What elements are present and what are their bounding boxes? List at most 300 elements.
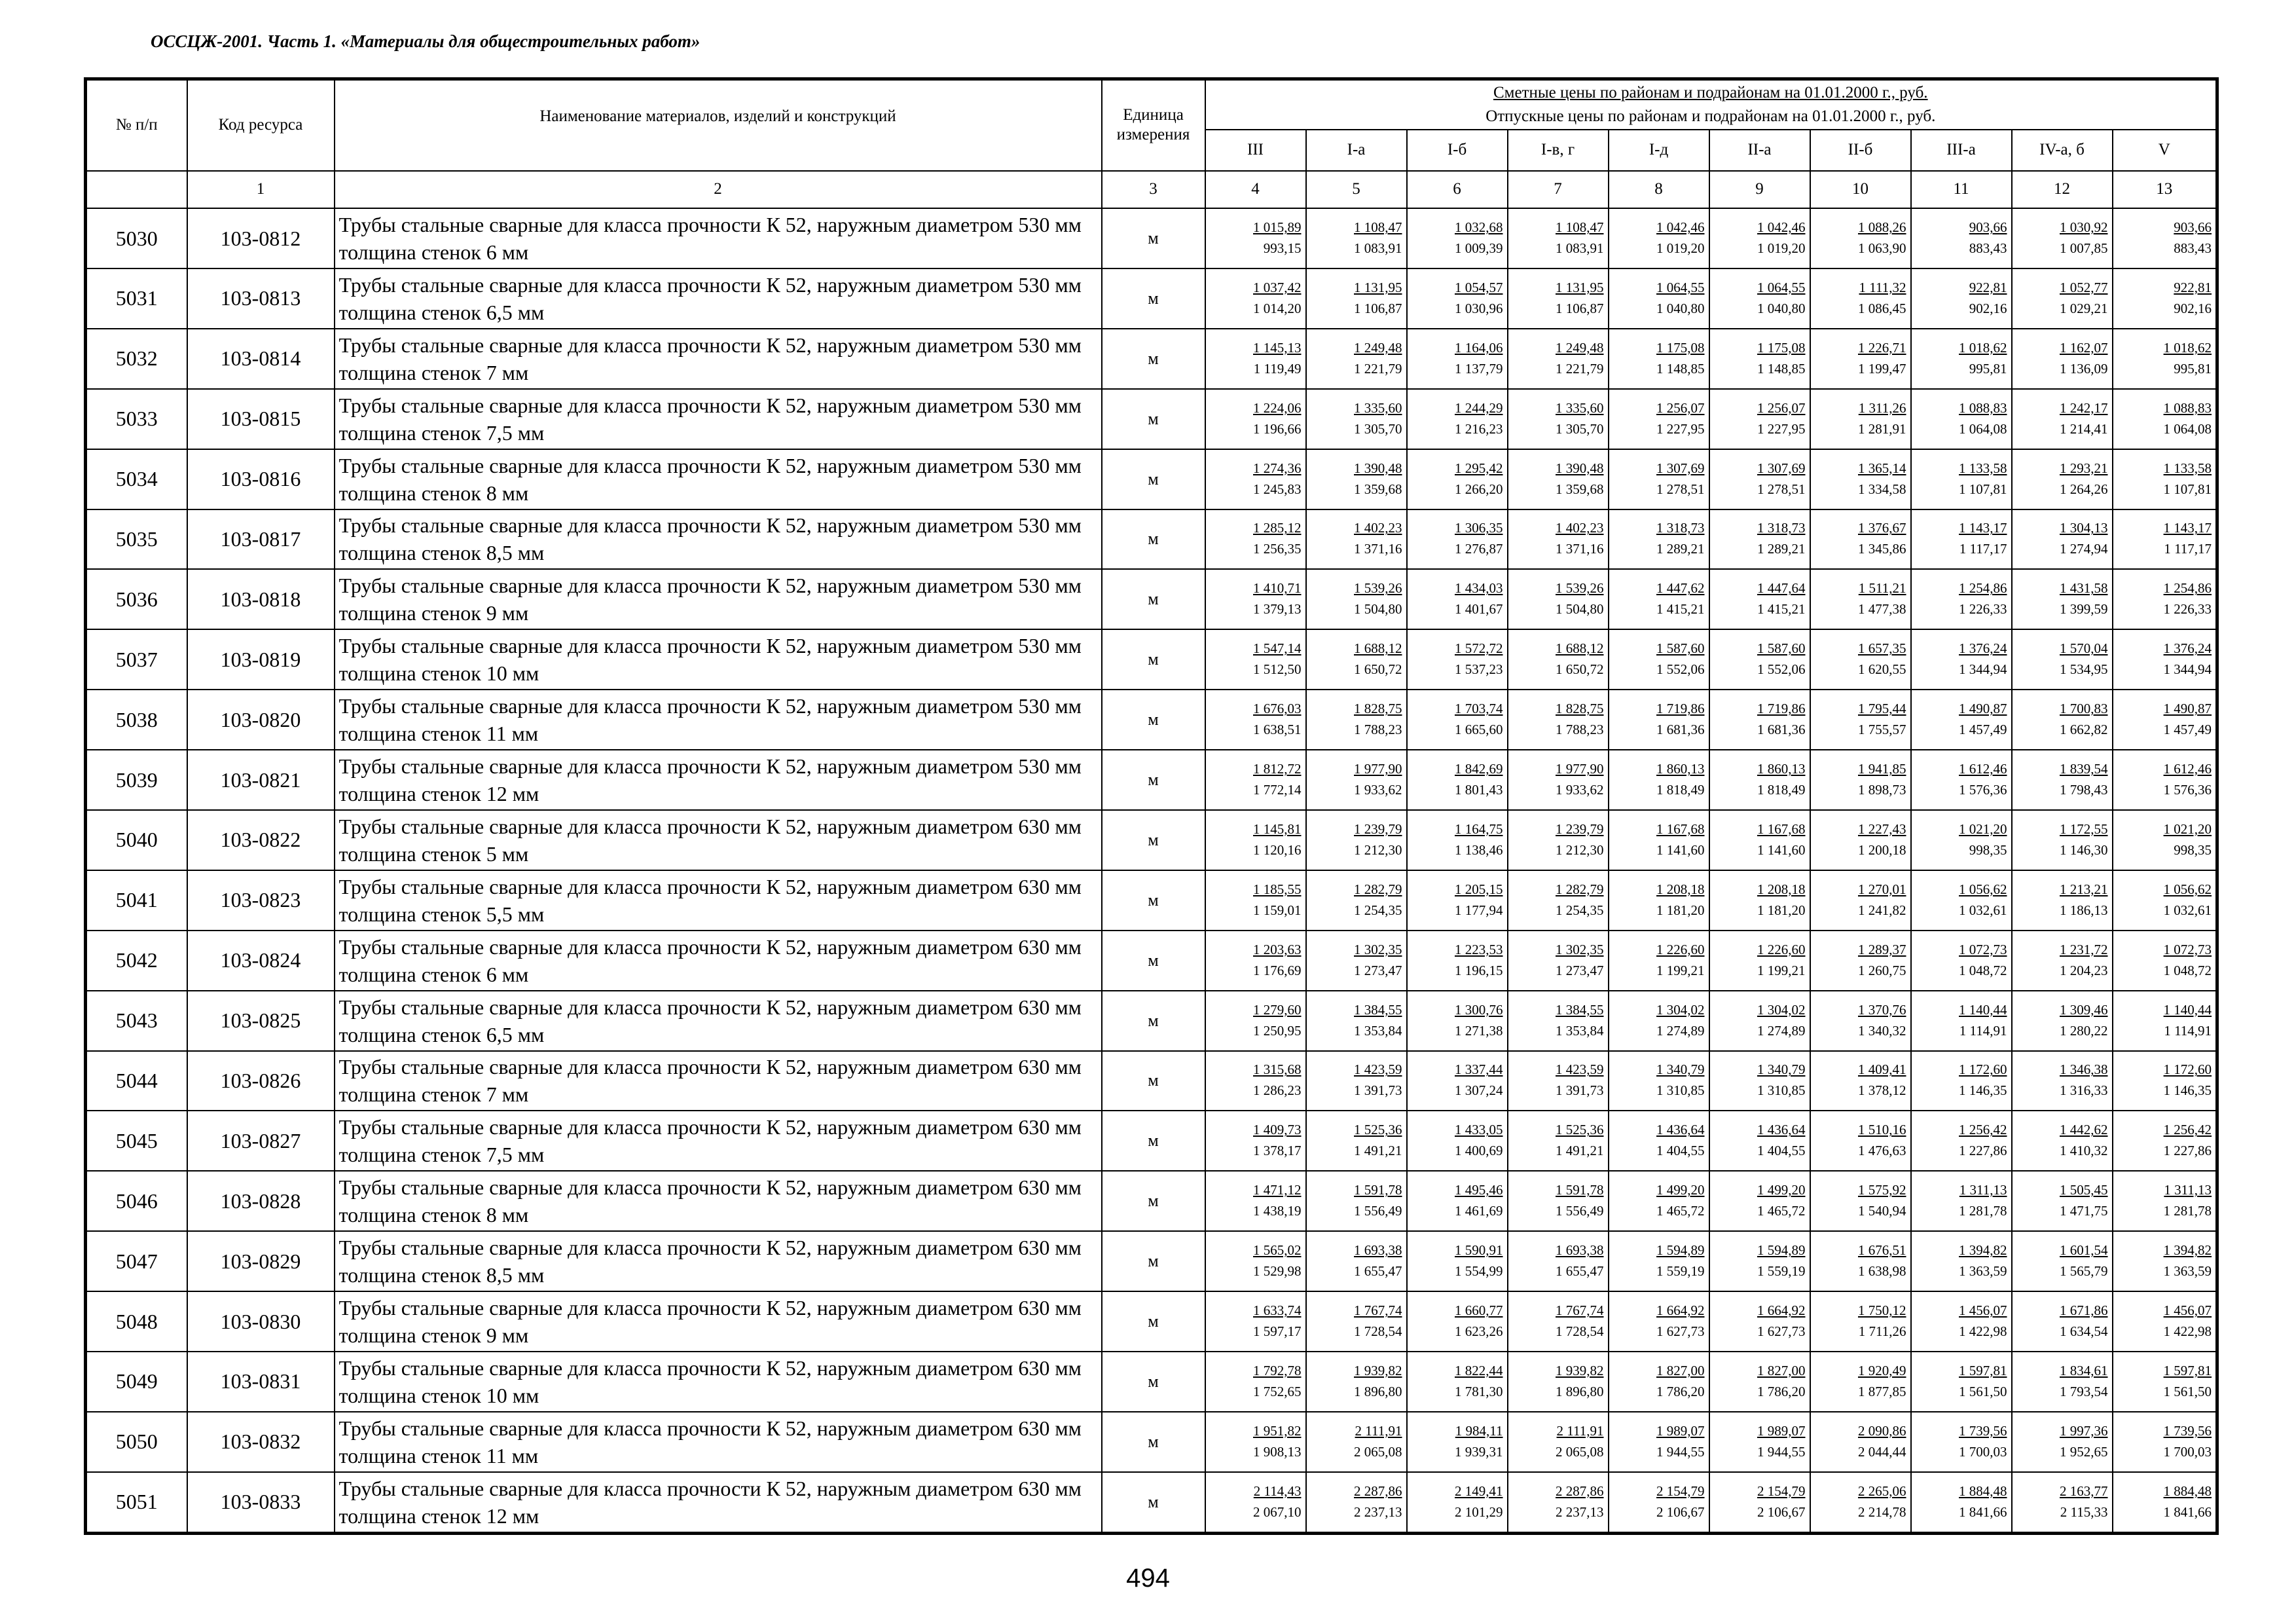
price-cell: [1205, 991, 1306, 1051]
release-price: 1 371,16: [1556, 541, 1604, 557]
price-cell: [1508, 991, 1609, 1051]
price-cell: [1306, 208, 1407, 268]
estimate-price: 1 828,75: [1354, 701, 1402, 717]
price-cell: [2113, 509, 2217, 570]
estimate-price: 1 304,02: [1656, 1001, 1705, 1018]
estimate-price: 1 088,83: [1959, 399, 2007, 416]
release-price: 1 898,73: [1858, 782, 1906, 798]
material-name: Трубы стальные сварные для класса прочности К 52, наружным диаметром 630 мм толщина стенок 8,5 мм: [335, 1231, 1102, 1291]
release-price: 1 138,46: [1455, 841, 1503, 858]
release-price: 1 556,49: [1556, 1203, 1604, 1219]
release-price: 883,43: [2174, 240, 2212, 256]
table-row: [86, 1051, 2217, 1111]
release-price: 1 841,66: [1959, 1504, 2007, 1520]
release-price: 1 305,70: [1556, 420, 1604, 437]
price-cell: [1205, 1111, 1306, 1171]
estimate-price: 1 525,36: [1354, 1122, 1402, 1138]
release-price: 1 378,17: [1253, 1143, 1302, 1159]
price-cell: [1609, 629, 1709, 690]
estimate-price: 2 265,06: [1858, 1483, 1906, 1499]
release-price: 1 196,15: [1455, 962, 1503, 978]
estimate-price: 1 671,86: [2060, 1302, 2108, 1319]
estimate-price: 1 984,11: [1455, 1422, 1503, 1439]
estimate-price: 2 154,79: [1757, 1483, 1806, 1499]
release-price: 1 391,73: [1354, 1082, 1402, 1099]
estimate-price: 1 307,69: [1656, 460, 1705, 476]
estimate-price: 1 072,73: [2163, 941, 2212, 957]
release-price: 1 141,60: [1656, 841, 1705, 858]
release-price: 993,15: [1263, 240, 1302, 256]
estimate-price: 1 547,14: [1253, 640, 1302, 657]
price-cell: [1609, 449, 1709, 509]
release-price: 1 040,80: [1757, 300, 1806, 316]
release-price: 1 662,82: [2060, 722, 2108, 738]
estimate-price: 1 335,60: [1354, 399, 1402, 416]
price-cell: [1205, 389, 1306, 449]
estimate-price: 1 282,79: [1354, 881, 1402, 897]
price-cell: [1306, 1171, 1407, 1231]
table-row: [86, 1352, 2217, 1412]
table-row: [86, 389, 2217, 449]
material-name: Трубы стальные сварные для класса прочности К 52, наружным диаметром 530 мм толщина стенок 12 мм: [335, 750, 1102, 810]
release-price: 1 561,50: [2163, 1383, 2212, 1399]
price-cell: [1810, 1171, 1911, 1231]
table-row: [86, 991, 2217, 1051]
release-price: 1 286,23: [1253, 1082, 1302, 1099]
material-name: Трубы стальные сварные для класса прочности К 52, наружным диаметром 530 мм толщина стенок 10 мм: [335, 629, 1102, 690]
price-cell: [2113, 1472, 2217, 1534]
release-price: 2 106,67: [1656, 1504, 1705, 1520]
price-cell: [2113, 1051, 2217, 1111]
price-cell: [1911, 268, 2012, 329]
release-price: 1 199,21: [1757, 962, 1806, 978]
price-cell: [1306, 1472, 1407, 1534]
region-header: III: [1205, 130, 1306, 171]
price-cell: [2012, 690, 2113, 750]
release-price: 1 264,26: [2060, 481, 2108, 497]
table-row: [86, 1412, 2217, 1472]
row-number: 5051: [86, 1472, 187, 1534]
price-cell: [1709, 449, 1810, 509]
price-cell: [1609, 870, 1709, 931]
release-price: 1 841,66: [2163, 1504, 2212, 1520]
estimate-price: 1 860,13: [1757, 761, 1806, 777]
release-price: 1 529,98: [1253, 1263, 1302, 1280]
estimate-price: 1 941,85: [1858, 761, 1906, 777]
price-cell: [1709, 1231, 1810, 1291]
estimate-price: 1 510,16: [1858, 1122, 1906, 1138]
release-price: 1 457,49: [1959, 722, 2007, 738]
table-row: [86, 1231, 2217, 1291]
estimate-price: 1 812,72: [1253, 761, 1302, 777]
release-price: 1 260,75: [1858, 962, 1906, 978]
release-price: 1 818,49: [1757, 782, 1806, 798]
price-cell: [1508, 329, 1609, 389]
release-price: 1 944,55: [1656, 1443, 1705, 1460]
material-name: Трубы стальные сварные для класса прочности К 52, наружным диаметром 530 мм толщина стенок 9 мм: [335, 569, 1102, 629]
price-cell: [1508, 509, 1609, 570]
release-price: 1 114,91: [2164, 1022, 2212, 1039]
price-cell: [1407, 1412, 1508, 1472]
estimate-price: 1 436,64: [1757, 1122, 1806, 1138]
price-cell: [2113, 750, 2217, 810]
estimate-price: 922,81: [2174, 279, 2212, 295]
estimate-price: 1 231,72: [2060, 941, 2108, 957]
price-cell: [1306, 1352, 1407, 1412]
price-cell: [1709, 329, 1810, 389]
release-price: 1 064,08: [2163, 420, 2212, 437]
release-price: 1 146,35: [2163, 1082, 2212, 1099]
material-name: Трубы стальные сварные для класса прочности К 52, наружным диаметром 530 мм толщина стенок 7 мм: [335, 329, 1102, 389]
price-cell: [1407, 810, 1508, 870]
estimate-price: 1 054,57: [1455, 279, 1503, 295]
resource-code: 103-0833: [187, 1472, 335, 1534]
release-price: 1 281,91: [1858, 420, 1906, 437]
price-cell: [1810, 208, 1911, 268]
resource-code: 103-0821: [187, 750, 335, 810]
price-cell: [1306, 991, 1407, 1051]
price-cell: [2012, 870, 2113, 931]
release-price: 1 216,23: [1455, 420, 1503, 437]
price-cell: [1810, 690, 1911, 750]
release-price: 1 117,17: [1959, 541, 2007, 557]
price-cell: [1306, 1051, 1407, 1111]
release-price: 1 401,67: [1455, 601, 1503, 618]
material-name: Трубы стальные сварные для класса прочности К 52, наружным диаметром 630 мм толщина стенок 6 мм: [335, 931, 1102, 991]
release-price: 1 019,20: [1757, 240, 1806, 256]
release-price: 1 504,80: [1354, 601, 1402, 618]
price-cell: [1407, 1171, 1508, 1231]
unit-cell: м: [1102, 690, 1205, 750]
colnum-cell: [86, 171, 187, 208]
price-cell: [1306, 449, 1407, 509]
price-cell: [1306, 870, 1407, 931]
table-row: [86, 1111, 2217, 1171]
resource-code: 103-0815: [187, 389, 335, 449]
release-price: 1 254,35: [1556, 902, 1604, 918]
release-price: 1 136,09: [2060, 360, 2108, 377]
price-cell: [1709, 1472, 1810, 1534]
document-header: ОССЦЖ-2001. Часть 1. «Материалы для общестроительных работ»: [151, 31, 701, 51]
resource-code: 103-0813: [187, 268, 335, 329]
table-row: [86, 870, 2217, 931]
release-price: 995,81: [1969, 360, 2007, 377]
estimate-price: 1 172,60: [2163, 1061, 2212, 1078]
price-cell: [1810, 569, 1911, 629]
price-cell: [1508, 1171, 1609, 1231]
estimate-price: 1 884,48: [2163, 1483, 2212, 1499]
release-price: 1 177,94: [1455, 902, 1503, 918]
release-price: 1 278,51: [1656, 481, 1705, 497]
release-price: 1 476,63: [1858, 1143, 1906, 1159]
estimate-price: 1 390,48: [1556, 460, 1604, 476]
colnum-cell: 8: [1609, 171, 1709, 208]
price-cell: [1407, 1472, 1508, 1534]
row-number: 5038: [86, 690, 187, 750]
price-cell: [1407, 1111, 1508, 1171]
release-price: 1 029,21: [2060, 300, 2108, 316]
estimate-price: 1 223,53: [1455, 941, 1503, 957]
release-price: 1 214,41: [2060, 420, 2108, 437]
price-cell: [2113, 870, 2217, 931]
release-price: 1 289,21: [1757, 541, 1806, 557]
release-price: 1 504,80: [1556, 601, 1604, 618]
estimate-price: 1 145,13: [1253, 339, 1302, 356]
material-name: Трубы стальные сварные для класса прочности К 52, наружным диаметром 530 мм толщина стенок 11 мм: [335, 690, 1102, 750]
price-cell: [1709, 1352, 1810, 1412]
row-number: 5033: [86, 389, 187, 449]
price-cell: [1407, 991, 1508, 1051]
release-price: 2 044,44: [1858, 1443, 1906, 1460]
price-cell: [1407, 1291, 1508, 1352]
row-number: 5047: [86, 1231, 187, 1291]
price-cell: [1609, 208, 1709, 268]
estimate-price: 1 145,81: [1253, 821, 1302, 837]
material-name: Трубы стальные сварные для класса прочности К 52, наружным диаметром 530 мм толщина стенок 6 мм: [335, 208, 1102, 268]
release-price: 1 199,21: [1656, 962, 1705, 978]
release-price: 1 196,66: [1253, 420, 1302, 437]
price-cell: [1911, 1111, 2012, 1171]
price-cell: [1709, 810, 1810, 870]
price-cell: [1911, 1412, 2012, 1472]
price-cell: [2113, 1412, 2217, 1472]
estimate-price: 1 700,83: [2060, 701, 2108, 717]
release-price: 1 280,22: [2060, 1022, 2108, 1039]
price-cell: [1709, 750, 1810, 810]
price-cell: [1709, 1412, 1810, 1472]
price-cell: [1508, 810, 1609, 870]
estimate-price: 1 570,04: [2060, 640, 2108, 657]
estimate-price: 1 688,12: [1556, 640, 1604, 657]
price-cell: [1407, 208, 1508, 268]
estimate-price: 1 300,76: [1455, 1001, 1503, 1018]
estimate-price: 903,66: [1969, 219, 2007, 235]
estimate-price: 1 612,46: [1959, 761, 2007, 777]
colnum-cell: 7: [1508, 171, 1609, 208]
price-cell: [1810, 1412, 1911, 1472]
release-price: 1 400,69: [1455, 1143, 1503, 1159]
release-price: 1 009,39: [1455, 240, 1503, 256]
price-cell: [1709, 268, 1810, 329]
colnum-cell: 4: [1205, 171, 1306, 208]
table-row: [86, 1472, 2217, 1534]
price-cell: [1205, 1171, 1306, 1231]
release-price: 883,43: [1969, 240, 2007, 256]
estimate-price: 1 140,44: [1959, 1001, 2007, 1018]
release-price: 1 559,19: [1656, 1263, 1705, 1280]
header-prices-release: Отпускные цены по районам и подрайонам на 01.01.2000 г., руб.: [1485, 107, 1936, 125]
estimate-price: 1 239,79: [1354, 821, 1402, 837]
row-number: 5042: [86, 931, 187, 991]
estimate-price: 1 977,90: [1556, 761, 1604, 777]
price-cell: [1407, 1352, 1508, 1412]
estimate-price: 1 792,78: [1253, 1362, 1302, 1378]
price-cell: [1709, 1291, 1810, 1352]
release-price: 1 227,95: [1656, 420, 1705, 437]
estimate-price: 1 282,79: [1556, 881, 1604, 897]
estimate-price: 1 693,38: [1354, 1242, 1402, 1259]
release-price: 1 353,84: [1354, 1022, 1402, 1039]
price-cell: [1609, 1231, 1709, 1291]
price-cell: [1810, 1111, 1911, 1171]
estimate-price: 1 088,83: [2163, 399, 2212, 416]
estimate-price: 1 495,46: [1455, 1182, 1503, 1198]
unit-cell: м: [1102, 1412, 1205, 1472]
estimate-price: 1 884,48: [1959, 1483, 2007, 1499]
price-cell: [1609, 931, 1709, 991]
release-price: 1 665,60: [1455, 722, 1503, 738]
estimate-price: 1 064,55: [1757, 279, 1806, 295]
estimate-price: 1 203,63: [1253, 941, 1302, 957]
estimate-price: 1 226,71: [1858, 339, 1906, 356]
estimate-price: 1 939,82: [1556, 1362, 1604, 1378]
release-price: 1 788,23: [1354, 722, 1402, 738]
price-cell: [2113, 389, 2217, 449]
estimate-price: 1 056,62: [1959, 881, 2007, 897]
estimate-price: 1 795,44: [1858, 701, 1906, 717]
price-cell: [2012, 931, 2113, 991]
price-cell: [1609, 1051, 1709, 1111]
release-price: 1 627,73: [1757, 1323, 1806, 1340]
release-price: 2 065,08: [1354, 1443, 1402, 1460]
release-price: 1 226,33: [1959, 601, 2007, 618]
release-price: 1 148,85: [1656, 360, 1705, 377]
estimate-price: 1 376,24: [2163, 640, 2212, 657]
price-cell: [1810, 750, 1911, 810]
price-cell: [1205, 329, 1306, 389]
price-cell: [1911, 991, 2012, 1051]
unit-cell: м: [1102, 629, 1205, 690]
page-number: 494: [1126, 1564, 1170, 1593]
release-price: 1 256,35: [1253, 541, 1302, 557]
release-price: 1 896,80: [1556, 1383, 1604, 1399]
price-cell: [1306, 569, 1407, 629]
release-price: 1 289,21: [1656, 541, 1705, 557]
estimate-price: 1 394,82: [2163, 1242, 2212, 1259]
price-cell: [1911, 810, 2012, 870]
estimate-price: 1 185,55: [1253, 881, 1302, 897]
price-cell: [1810, 389, 1911, 449]
release-price: 1 344,94: [2163, 661, 2212, 678]
unit-cell: м: [1102, 329, 1205, 389]
estimate-price: 1 719,86: [1656, 701, 1705, 717]
price-cell: [2012, 1231, 2113, 1291]
release-price: 1 148,85: [1757, 360, 1806, 377]
estimate-price: 2 114,43: [1253, 1483, 1302, 1499]
price-cell: [2012, 991, 2113, 1051]
estimate-price: 1 842,69: [1455, 761, 1503, 777]
price-cell: [1306, 1231, 1407, 1291]
header-prices-estimate: Сметные цены по районам и подрайонам на 01.01.2000 г., руб.: [1493, 83, 1928, 101]
release-price: 2 067,10: [1253, 1504, 1302, 1520]
price-cell: [1306, 690, 1407, 750]
release-price: 1 537,23: [1455, 661, 1503, 678]
header-prices: [1205, 79, 2217, 130]
estimate-price: 1 767,74: [1556, 1302, 1604, 1319]
release-price: 1 278,51: [1757, 481, 1806, 497]
resource-code: 103-0823: [187, 870, 335, 931]
release-price: 1 877,85: [1858, 1383, 1906, 1399]
colnum-cell: 3: [1102, 171, 1205, 208]
estimate-price: 1 295,42: [1455, 460, 1503, 476]
price-cell: [1407, 569, 1508, 629]
estimate-price: 1 739,56: [2163, 1422, 2212, 1439]
estimate-price: 1 376,24: [1959, 640, 2007, 657]
estimate-price: 1 256,42: [2163, 1122, 2212, 1138]
price-cell: [1810, 1291, 1911, 1352]
price-cell: [1810, 449, 1911, 509]
material-name: Трубы стальные сварные для класса прочности К 52, наружным диаметром 630 мм толщина стенок 8 мм: [335, 1171, 1102, 1231]
resource-code: 103-0816: [187, 449, 335, 509]
price-cell: [1508, 1231, 1609, 1291]
estimate-price: 1 827,00: [1656, 1362, 1705, 1378]
estimate-price: 1 315,68: [1253, 1061, 1302, 1078]
estimate-price: 1 172,60: [1959, 1061, 2007, 1078]
price-cell: [1407, 509, 1508, 570]
release-price: 1 728,54: [1354, 1323, 1402, 1340]
estimate-price: 1 433,05: [1455, 1122, 1503, 1138]
price-cell: [1609, 1171, 1709, 1231]
estimate-price: 1 511,21: [1858, 580, 1906, 597]
estimate-price: 1 376,67: [1858, 520, 1906, 536]
release-price: 1 650,72: [1556, 661, 1604, 678]
colnum-cell: 5: [1306, 171, 1407, 208]
estimate-price: 1 037,42: [1253, 279, 1302, 295]
price-cell: [1911, 208, 2012, 268]
price-cell: [1911, 870, 2012, 931]
estimate-price: 1 309,46: [2060, 1001, 2108, 1018]
price-cell: [1911, 389, 2012, 449]
price-cell: [1911, 1051, 2012, 1111]
estimate-price: 1 311,13: [1959, 1182, 2007, 1198]
estimate-price: 1 471,12: [1253, 1182, 1302, 1198]
price-cell: [2012, 329, 2113, 389]
unit-cell: м: [1102, 569, 1205, 629]
price-cell: [1911, 1352, 2012, 1412]
estimate-price: 1 056,62: [2163, 881, 2212, 897]
estimate-price: 1 594,89: [1757, 1242, 1806, 1259]
release-price: 1 186,13: [2060, 902, 2108, 918]
estimate-price: 1 434,03: [1455, 580, 1503, 597]
estimate-price: 1 307,69: [1757, 460, 1806, 476]
unit-cell: м: [1102, 1472, 1205, 1534]
unit-cell: м: [1102, 1111, 1205, 1171]
price-cell: [2113, 931, 2217, 991]
estimate-price: 1 989,07: [1656, 1422, 1705, 1439]
price-cell: [1306, 389, 1407, 449]
release-price: 1 030,96: [1455, 300, 1503, 316]
estimate-price: 1 335,60: [1556, 399, 1604, 416]
release-price: 1 363,59: [1959, 1263, 2007, 1280]
price-cell: [1205, 750, 1306, 810]
estimate-price: 1 402,23: [1556, 520, 1604, 536]
colnum-cell: 12: [2012, 171, 2113, 208]
price-cell: [1609, 329, 1709, 389]
release-price: 1 404,55: [1656, 1143, 1705, 1159]
estimate-price: 1 111,32: [1859, 279, 1906, 295]
release-price: 1 107,81: [2163, 481, 2212, 497]
material-name: Трубы стальные сварные для класса прочности К 52, наружным диаметром 630 мм толщина стенок 7 мм: [335, 1051, 1102, 1111]
estimate-price: 1 256,07: [1757, 399, 1806, 416]
price-cell: [1306, 750, 1407, 810]
row-number: 5041: [86, 870, 187, 931]
row-number: 5039: [86, 750, 187, 810]
unit-cell: м: [1102, 268, 1205, 329]
estimate-price: 1 572,72: [1455, 640, 1503, 657]
release-price: 2 214,78: [1858, 1504, 1906, 1520]
resource-code: 103-0831: [187, 1352, 335, 1412]
release-price: 1 952,65: [2060, 1443, 2108, 1460]
